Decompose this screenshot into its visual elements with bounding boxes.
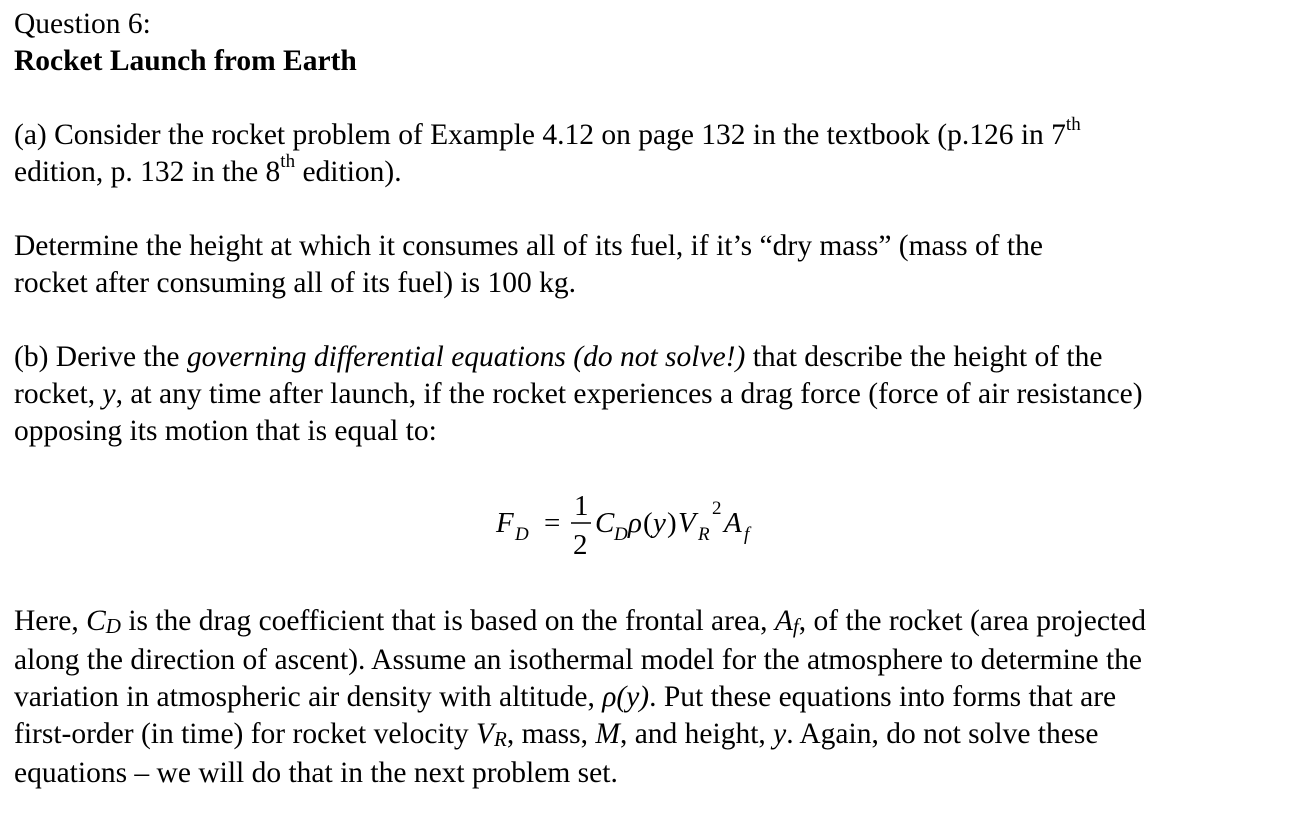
explanation-line-5: equations – we will do that in the next problem set. bbox=[14, 757, 618, 789]
part-a-line-2 bbox=[14, 151, 1294, 191]
eq-rho: ρ bbox=[628, 507, 642, 539]
explanation-line-3-text: variation in atmospheric air density with altitude, bbox=[14, 681, 603, 713]
part-a-line-1-superscript: th bbox=[1065, 114, 1081, 136]
explanation-y: y bbox=[773, 718, 787, 750]
part-a-line-1 bbox=[14, 114, 1294, 154]
eq-lhs-f: F bbox=[496, 507, 514, 539]
part-a-question-line-1: Determine the height at which it consumes all of its fuel, if it’s “dry mass” (mass of the bbox=[14, 230, 1043, 262]
part-a-line-2-superscript: th bbox=[280, 151, 296, 173]
part-a-question-line-2: rocket after consuming all of its fuel) is 100 kg. bbox=[14, 267, 576, 299]
eq-v-sup-2: 2 bbox=[712, 498, 722, 519]
eq-equals: = bbox=[544, 507, 561, 539]
part-a-paragraph bbox=[14, 114, 1294, 191]
part-b-line-1-text: (b) Derive the bbox=[14, 341, 187, 373]
eq-a: A bbox=[724, 507, 742, 539]
eq-v: V bbox=[678, 507, 696, 539]
explanation-vr: V bbox=[476, 718, 495, 750]
eq-paren-open: ( bbox=[643, 507, 653, 539]
explanation-line-3-tail: . Put these equations into forms that are bbox=[649, 681, 1117, 713]
explanation-line-1 bbox=[14, 603, 1294, 642]
explanation-m: M bbox=[595, 718, 620, 750]
explanation-cd-sub: D bbox=[105, 614, 121, 638]
document-body bbox=[14, 6, 1294, 792]
part-b-line-2 bbox=[14, 376, 1294, 413]
equation-graphic bbox=[480, 488, 820, 568]
eq-v-sub-r: R bbox=[698, 524, 710, 545]
explanation-af: A bbox=[774, 605, 793, 637]
explanation-vr-sub: R bbox=[494, 727, 507, 751]
explanation-line-4-mid-2: , and height, bbox=[619, 718, 774, 750]
eq-lhs-sub-d: D bbox=[515, 524, 529, 545]
explanation-line-3 bbox=[14, 679, 1294, 716]
part-b-emphasis: governing differential equations (do not solve!) bbox=[186, 341, 746, 373]
explanation-af-sub: f bbox=[792, 614, 799, 638]
explanation-line-2: along the direction of ascent). Assume an isothermal model for the atmosphere to determine the bbox=[14, 644, 1143, 676]
explanation-line-4 bbox=[14, 716, 1294, 755]
eq-paren-close: ) bbox=[667, 507, 677, 539]
drag-force-equation bbox=[480, 488, 820, 568]
part-b-line-1-tail: that describe the height of the bbox=[745, 341, 1103, 373]
part-a-line-2-text: edition, p. 132 in the 8 bbox=[14, 156, 281, 188]
eq-denominator: 2 bbox=[573, 529, 588, 561]
part-b-line-1 bbox=[14, 339, 1294, 376]
explanation-line-1-tail: , of the rocket (area projected bbox=[798, 605, 1147, 637]
explanation-line-1-mid: is the drag coefficient that is based on the frontal area, bbox=[120, 605, 775, 637]
explanation-rho: ρ(y) bbox=[602, 681, 650, 713]
explanation-cd: C bbox=[86, 605, 106, 637]
question-title: Rocket Launch from Earth bbox=[14, 45, 357, 77]
part-b-line-3: opposing its motion that is equal to: bbox=[14, 415, 437, 447]
explanation-paragraph bbox=[14, 603, 1294, 792]
part-b-paragraph bbox=[14, 339, 1294, 450]
question-number: Question 6: bbox=[14, 8, 151, 40]
explanation-line-4-text: first-order (in time) for rocket velocity bbox=[14, 718, 476, 750]
explanation-line-4-tail: . Again, do not solve these bbox=[786, 718, 1099, 750]
part-a-line-2-tail: edition). bbox=[295, 156, 402, 188]
part-a-line-1-text: (a) Consider the rocket problem of Example 4.12 on page 132 in the textbook (p.126 in 7 bbox=[14, 119, 1066, 151]
eq-coef-c: C bbox=[595, 507, 615, 539]
explanation-line-1-text: Here, bbox=[14, 605, 87, 637]
explanation-line-4-mid-1: , mass, bbox=[506, 718, 596, 750]
eq-y: y bbox=[653, 507, 666, 539]
part-b-line-2-text: rocket, bbox=[14, 378, 103, 410]
part-b-var-y: y bbox=[102, 378, 116, 410]
part-a-question-paragraph bbox=[14, 228, 1294, 302]
eq-numerator: 1 bbox=[574, 490, 589, 522]
eq-coef-sub-d: D bbox=[614, 524, 628, 545]
part-b-line-2-tail: , at any time after launch, if the rocket experiences a drag force (force of air resistance) bbox=[115, 378, 1143, 410]
eq-a-sub-f: f bbox=[744, 524, 750, 545]
